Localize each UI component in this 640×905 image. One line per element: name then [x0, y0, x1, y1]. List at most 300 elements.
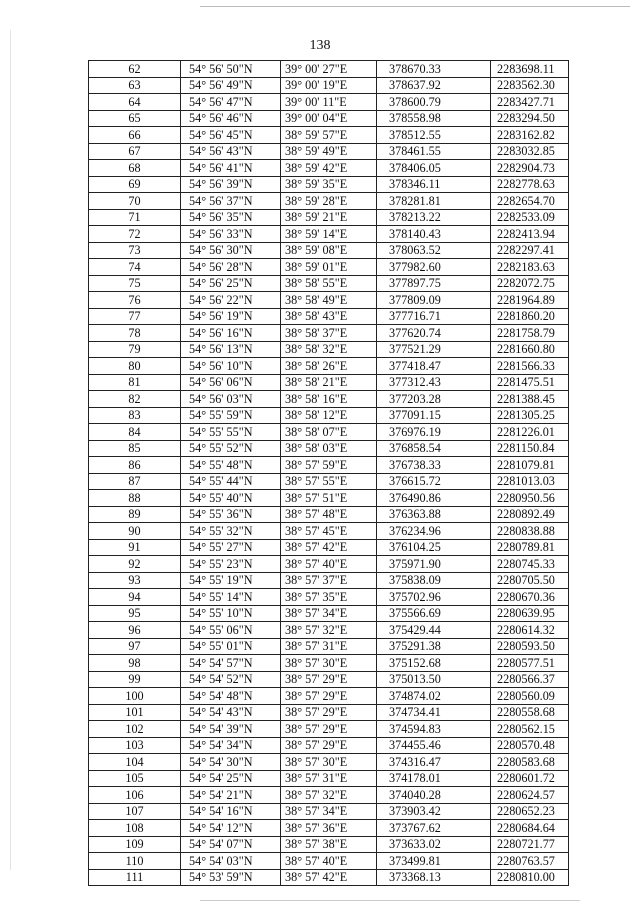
latitude-cell: 54° 54' 39"N — [181, 721, 281, 738]
table-row — [89, 506, 569, 523]
longitude-cell: 38° 59' 14"E — [281, 226, 377, 243]
longitude-cell: 38° 57' 34"E — [281, 803, 377, 820]
y-coordinate-cell: 2282904.73 — [491, 160, 569, 177]
scan-edge-top — [200, 6, 630, 7]
point-number-cell: 63 — [89, 77, 181, 94]
table-row — [89, 374, 569, 391]
y-coordinate-cell: 2281226.01 — [491, 424, 569, 441]
table-row — [89, 539, 569, 556]
table-row — [89, 358, 569, 375]
point-number-cell: 68 — [89, 160, 181, 177]
table-row — [89, 737, 569, 754]
point-number-cell: 110 — [89, 853, 181, 870]
longitude-cell: 38° 57' 38"E — [281, 836, 377, 853]
latitude-cell: 54° 54' 16"N — [181, 803, 281, 820]
point-number-cell: 76 — [89, 292, 181, 309]
point-number-cell: 66 — [89, 127, 181, 144]
table-row — [89, 325, 569, 342]
point-number-cell: 94 — [89, 589, 181, 606]
x-coordinate-cell: 377203.28 — [377, 391, 491, 408]
longitude-cell: 38° 57' 37"E — [281, 572, 377, 589]
y-coordinate-cell: 2280670.36 — [491, 589, 569, 606]
latitude-cell: 54° 56' 45"N — [181, 127, 281, 144]
point-number-cell: 90 — [89, 523, 181, 540]
point-number-cell: 75 — [89, 275, 181, 292]
longitude-cell: 38° 57' 32"E — [281, 622, 377, 639]
table-row — [89, 754, 569, 771]
longitude-cell: 38° 58' 26"E — [281, 358, 377, 375]
y-coordinate-cell: 2280705.50 — [491, 572, 569, 589]
table-row — [89, 259, 569, 276]
x-coordinate-cell: 377982.60 — [377, 259, 491, 276]
longitude-cell: 38° 58' 55"E — [281, 275, 377, 292]
latitude-cell: 54° 55' 55"N — [181, 424, 281, 441]
table-row — [89, 292, 569, 309]
y-coordinate-cell: 2280789.81 — [491, 539, 569, 556]
longitude-cell: 38° 57' 30"E — [281, 655, 377, 672]
longitude-cell: 38° 58' 37"E — [281, 325, 377, 342]
latitude-cell: 54° 56' 25"N — [181, 275, 281, 292]
longitude-cell: 38° 57' 29"E — [281, 721, 377, 738]
y-coordinate-cell: 2283562.30 — [491, 77, 569, 94]
table-row — [89, 77, 569, 94]
x-coordinate-cell: 378213.22 — [377, 209, 491, 226]
y-coordinate-cell: 2280562.15 — [491, 721, 569, 738]
longitude-cell: 38° 57' 31"E — [281, 638, 377, 655]
longitude-cell: 38° 59' 42"E — [281, 160, 377, 177]
latitude-cell: 54° 56' 03"N — [181, 391, 281, 408]
x-coordinate-cell: 374040.28 — [377, 787, 491, 804]
point-number-cell: 97 — [89, 638, 181, 655]
x-coordinate-cell: 377716.71 — [377, 308, 491, 325]
x-coordinate-cell: 378281.81 — [377, 193, 491, 210]
point-number-cell: 105 — [89, 770, 181, 787]
x-coordinate-cell: 376858.54 — [377, 440, 491, 457]
latitude-cell: 54° 54' 25"N — [181, 770, 281, 787]
x-coordinate-cell: 375702.96 — [377, 589, 491, 606]
x-coordinate-cell: 377091.15 — [377, 407, 491, 424]
table-row — [89, 176, 569, 193]
y-coordinate-cell: 2281860.20 — [491, 308, 569, 325]
y-coordinate-cell: 2283698.11 — [491, 61, 569, 78]
latitude-cell: 54° 56' 22"N — [181, 292, 281, 309]
x-coordinate-cell: 377418.47 — [377, 358, 491, 375]
latitude-cell: 54° 55' 52"N — [181, 440, 281, 457]
longitude-cell: 38° 57' 45"E — [281, 523, 377, 540]
latitude-cell: 54° 56' 46"N — [181, 110, 281, 127]
longitude-cell: 38° 59' 35"E — [281, 176, 377, 193]
x-coordinate-cell: 373633.02 — [377, 836, 491, 853]
longitude-cell: 38° 57' 35"E — [281, 589, 377, 606]
x-coordinate-cell: 374178.01 — [377, 770, 491, 787]
y-coordinate-cell: 2282297.41 — [491, 242, 569, 259]
point-number-cell: 106 — [89, 787, 181, 804]
point-number-cell: 98 — [89, 655, 181, 672]
x-coordinate-cell: 376234.96 — [377, 523, 491, 540]
longitude-cell: 38° 59' 08"E — [281, 242, 377, 259]
x-coordinate-cell: 375429.44 — [377, 622, 491, 639]
point-number-cell: 104 — [89, 754, 181, 771]
x-coordinate-cell: 378600.79 — [377, 94, 491, 111]
table-row — [89, 110, 569, 127]
y-coordinate-cell: 2281660.80 — [491, 341, 569, 358]
longitude-cell: 39° 00' 11"E — [281, 94, 377, 111]
x-coordinate-cell: 375291.38 — [377, 638, 491, 655]
table-row — [89, 688, 569, 705]
x-coordinate-cell: 374734.41 — [377, 704, 491, 721]
y-coordinate-cell: 2281758.79 — [491, 325, 569, 342]
point-number-cell: 101 — [89, 704, 181, 721]
table-row — [89, 160, 569, 177]
x-coordinate-cell: 378558.98 — [377, 110, 491, 127]
longitude-cell: 38° 58' 32"E — [281, 341, 377, 358]
y-coordinate-cell: 2280593.50 — [491, 638, 569, 655]
x-coordinate-cell: 377809.09 — [377, 292, 491, 309]
table-row — [89, 572, 569, 589]
table-row — [89, 473, 569, 490]
latitude-cell: 54° 54' 34"N — [181, 737, 281, 754]
latitude-cell: 54° 54' 12"N — [181, 820, 281, 837]
latitude-cell: 54° 56' 13"N — [181, 341, 281, 358]
latitude-cell: 54° 56' 19"N — [181, 308, 281, 325]
point-number-cell: 87 — [89, 473, 181, 490]
x-coordinate-cell: 373767.62 — [377, 820, 491, 837]
table-row — [89, 638, 569, 655]
y-coordinate-cell: 2283427.71 — [491, 94, 569, 111]
table-row — [89, 226, 569, 243]
x-coordinate-cell: 374594.83 — [377, 721, 491, 738]
x-coordinate-cell: 373499.81 — [377, 853, 491, 870]
y-coordinate-cell: 2280950.56 — [491, 490, 569, 507]
latitude-cell: 54° 55' 23"N — [181, 556, 281, 573]
latitude-cell: 54° 56' 50"N — [181, 61, 281, 78]
x-coordinate-cell: 374455.46 — [377, 737, 491, 754]
x-coordinate-cell: 375566.69 — [377, 605, 491, 622]
x-coordinate-cell: 373903.42 — [377, 803, 491, 820]
table-row — [89, 341, 569, 358]
point-number-cell: 73 — [89, 242, 181, 259]
point-number-cell: 72 — [89, 226, 181, 243]
table-row — [89, 407, 569, 424]
longitude-cell: 38° 57' 31"E — [281, 770, 377, 787]
y-coordinate-cell: 2280721.77 — [491, 836, 569, 853]
latitude-cell: 54° 54' 48"N — [181, 688, 281, 705]
longitude-cell: 38° 57' 32"E — [281, 787, 377, 804]
y-coordinate-cell: 2280558.68 — [491, 704, 569, 721]
longitude-cell: 38° 57' 42"E — [281, 869, 377, 886]
x-coordinate-cell: 375971.90 — [377, 556, 491, 573]
table-row — [89, 308, 569, 325]
scan-edge-bottom — [200, 900, 580, 901]
table-row — [89, 622, 569, 639]
latitude-cell: 54° 55' 10"N — [181, 605, 281, 622]
point-number-cell: 100 — [89, 688, 181, 705]
table-row — [89, 605, 569, 622]
y-coordinate-cell: 2280577.51 — [491, 655, 569, 672]
latitude-cell: 54° 54' 03"N — [181, 853, 281, 870]
longitude-cell: 38° 57' 29"E — [281, 688, 377, 705]
point-number-cell: 92 — [89, 556, 181, 573]
x-coordinate-cell: 375013.50 — [377, 671, 491, 688]
latitude-cell: 54° 55' 59"N — [181, 407, 281, 424]
latitude-cell: 54° 56' 06"N — [181, 374, 281, 391]
y-coordinate-cell: 2281566.33 — [491, 358, 569, 375]
table-row — [89, 820, 569, 837]
longitude-cell: 38° 57' 59"E — [281, 457, 377, 474]
y-coordinate-cell: 2280614.32 — [491, 622, 569, 639]
latitude-cell: 54° 54' 52"N — [181, 671, 281, 688]
point-number-cell: 103 — [89, 737, 181, 754]
point-number-cell: 93 — [89, 572, 181, 589]
table-row — [89, 193, 569, 210]
point-number-cell: 62 — [89, 61, 181, 78]
longitude-cell: 38° 57' 55"E — [281, 473, 377, 490]
x-coordinate-cell: 375838.09 — [377, 572, 491, 589]
longitude-cell: 38° 59' 57"E — [281, 127, 377, 144]
table-row — [89, 803, 569, 820]
latitude-cell: 54° 55' 44"N — [181, 473, 281, 490]
latitude-cell: 54° 56' 37"N — [181, 193, 281, 210]
longitude-cell: 38° 58' 16"E — [281, 391, 377, 408]
longitude-cell: 38° 58' 43"E — [281, 308, 377, 325]
x-coordinate-cell: 374316.47 — [377, 754, 491, 771]
y-coordinate-cell: 2280892.49 — [491, 506, 569, 523]
longitude-cell: 38° 58' 07"E — [281, 424, 377, 441]
x-coordinate-cell: 378140.43 — [377, 226, 491, 243]
x-coordinate-cell: 377521.29 — [377, 341, 491, 358]
x-coordinate-cell: 376615.72 — [377, 473, 491, 490]
y-coordinate-cell: 2280560.09 — [491, 688, 569, 705]
latitude-cell: 54° 55' 48"N — [181, 457, 281, 474]
longitude-cell: 38° 58' 03"E — [281, 440, 377, 457]
y-coordinate-cell: 2280684.64 — [491, 820, 569, 837]
longitude-cell: 38° 57' 42"E — [281, 539, 377, 556]
point-number-cell: 80 — [89, 358, 181, 375]
table-row — [89, 61, 569, 78]
x-coordinate-cell: 378346.11 — [377, 176, 491, 193]
longitude-cell: 38° 57' 40"E — [281, 853, 377, 870]
point-number-cell: 78 — [89, 325, 181, 342]
point-number-cell: 70 — [89, 193, 181, 210]
x-coordinate-cell: 376490.86 — [377, 490, 491, 507]
longitude-cell: 38° 57' 30"E — [281, 754, 377, 771]
latitude-cell: 54° 56' 30"N — [181, 242, 281, 259]
table-row — [89, 721, 569, 738]
x-coordinate-cell: 377620.74 — [377, 325, 491, 342]
table-row — [89, 457, 569, 474]
table-row — [89, 671, 569, 688]
table-row — [89, 589, 569, 606]
x-coordinate-cell: 378637.92 — [377, 77, 491, 94]
y-coordinate-cell: 2281150.84 — [491, 440, 569, 457]
coordinates-table-body — [89, 61, 569, 886]
latitude-cell: 54° 56' 47"N — [181, 94, 281, 111]
latitude-cell: 54° 56' 49"N — [181, 77, 281, 94]
y-coordinate-cell: 2280838.88 — [491, 523, 569, 540]
scan-edge-left — [10, 30, 11, 870]
longitude-cell: 38° 57' 48"E — [281, 506, 377, 523]
table-row — [89, 391, 569, 408]
table-row — [89, 242, 569, 259]
y-coordinate-cell: 2280583.68 — [491, 754, 569, 771]
point-number-cell: 111 — [89, 869, 181, 886]
y-coordinate-cell: 2281964.89 — [491, 292, 569, 309]
table-row — [89, 523, 569, 540]
y-coordinate-cell: 2280763.57 — [491, 853, 569, 870]
latitude-cell: 54° 54' 07"N — [181, 836, 281, 853]
point-number-cell: 109 — [89, 836, 181, 853]
table-row — [89, 556, 569, 573]
point-number-cell: 88 — [89, 490, 181, 507]
y-coordinate-cell: 2280601.72 — [491, 770, 569, 787]
y-coordinate-cell: 2281388.45 — [491, 391, 569, 408]
point-number-cell: 65 — [89, 110, 181, 127]
point-number-cell: 96 — [89, 622, 181, 639]
longitude-cell: 38° 58' 12"E — [281, 407, 377, 424]
table-row — [89, 94, 569, 111]
longitude-cell: 39° 00' 04"E — [281, 110, 377, 127]
x-coordinate-cell: 376738.33 — [377, 457, 491, 474]
table-row — [89, 655, 569, 672]
point-number-cell: 71 — [89, 209, 181, 226]
y-coordinate-cell: 2281079.81 — [491, 457, 569, 474]
y-coordinate-cell: 2280810.00 — [491, 869, 569, 886]
longitude-cell: 38° 58' 49"E — [281, 292, 377, 309]
point-number-cell: 85 — [89, 440, 181, 457]
latitude-cell: 54° 56' 28"N — [181, 259, 281, 276]
longitude-cell: 38° 59' 49"E — [281, 143, 377, 160]
table-row — [89, 836, 569, 853]
table-row — [89, 853, 569, 870]
y-coordinate-cell: 2280566.37 — [491, 671, 569, 688]
longitude-cell: 38° 59' 21"E — [281, 209, 377, 226]
point-number-cell: 99 — [89, 671, 181, 688]
table-row — [89, 275, 569, 292]
table-row — [89, 424, 569, 441]
longitude-cell: 39° 00' 19"E — [281, 77, 377, 94]
x-coordinate-cell: 378063.52 — [377, 242, 491, 259]
y-coordinate-cell: 2280624.57 — [491, 787, 569, 804]
table-row — [89, 869, 569, 886]
y-coordinate-cell: 2280652.23 — [491, 803, 569, 820]
table-row — [89, 704, 569, 721]
latitude-cell: 54° 55' 01"N — [181, 638, 281, 655]
latitude-cell: 54° 56' 33"N — [181, 226, 281, 243]
y-coordinate-cell: 2283294.50 — [491, 110, 569, 127]
latitude-cell: 54° 54' 57"N — [181, 655, 281, 672]
y-coordinate-cell: 2283032.85 — [491, 143, 569, 160]
y-coordinate-cell: 2282778.63 — [491, 176, 569, 193]
latitude-cell: 54° 54' 43"N — [181, 704, 281, 721]
latitude-cell: 54° 56' 10"N — [181, 358, 281, 375]
y-coordinate-cell: 2282183.63 — [491, 259, 569, 276]
longitude-cell: 38° 57' 29"E — [281, 671, 377, 688]
point-number-cell: 89 — [89, 506, 181, 523]
x-coordinate-cell: 376104.25 — [377, 539, 491, 556]
table-row — [89, 490, 569, 507]
y-coordinate-cell: 2280570.48 — [491, 737, 569, 754]
longitude-cell: 38° 59' 01"E — [281, 259, 377, 276]
table-row — [89, 143, 569, 160]
longitude-cell: 39° 00' 27"E — [281, 61, 377, 78]
x-coordinate-cell: 377897.75 — [377, 275, 491, 292]
point-number-cell: 107 — [89, 803, 181, 820]
point-number-cell: 102 — [89, 721, 181, 738]
longitude-cell: 38° 57' 34"E — [281, 605, 377, 622]
point-number-cell: 79 — [89, 341, 181, 358]
x-coordinate-cell: 377312.43 — [377, 374, 491, 391]
latitude-cell: 54° 55' 36"N — [181, 506, 281, 523]
point-number-cell: 86 — [89, 457, 181, 474]
x-coordinate-cell: 378406.05 — [377, 160, 491, 177]
point-number-cell: 69 — [89, 176, 181, 193]
latitude-cell: 54° 54' 21"N — [181, 787, 281, 804]
table-row — [89, 770, 569, 787]
y-coordinate-cell: 2281013.03 — [491, 473, 569, 490]
latitude-cell: 54° 56' 35"N — [181, 209, 281, 226]
point-number-cell: 84 — [89, 424, 181, 441]
point-number-cell: 95 — [89, 605, 181, 622]
longitude-cell: 38° 57' 36"E — [281, 820, 377, 837]
x-coordinate-cell: 376976.19 — [377, 424, 491, 441]
point-number-cell: 83 — [89, 407, 181, 424]
latitude-cell: 54° 56' 41"N — [181, 160, 281, 177]
latitude-cell: 54° 56' 39"N — [181, 176, 281, 193]
y-coordinate-cell: 2282413.94 — [491, 226, 569, 243]
latitude-cell: 54° 55' 06"N — [181, 622, 281, 639]
table-row — [89, 209, 569, 226]
y-coordinate-cell: 2280745.33 — [491, 556, 569, 573]
latitude-cell: 54° 53' 59"N — [181, 869, 281, 886]
latitude-cell: 54° 55' 32"N — [181, 523, 281, 540]
latitude-cell: 54° 56' 43"N — [181, 143, 281, 160]
point-number-cell: 81 — [89, 374, 181, 391]
longitude-cell: 38° 57' 51"E — [281, 490, 377, 507]
y-coordinate-cell: 2282533.09 — [491, 209, 569, 226]
latitude-cell: 54° 55' 40"N — [181, 490, 281, 507]
longitude-cell: 38° 57' 40"E — [281, 556, 377, 573]
latitude-cell: 54° 56' 16"N — [181, 325, 281, 342]
y-coordinate-cell: 2282654.70 — [491, 193, 569, 210]
longitude-cell: 38° 59' 28"E — [281, 193, 377, 210]
x-coordinate-cell: 373368.13 — [377, 869, 491, 886]
point-number-cell: 67 — [89, 143, 181, 160]
table-row — [89, 127, 569, 144]
table-row — [89, 787, 569, 804]
x-coordinate-cell: 376363.88 — [377, 506, 491, 523]
y-coordinate-cell: 2281305.25 — [491, 407, 569, 424]
latitude-cell: 54° 55' 27"N — [181, 539, 281, 556]
coordinates-table — [88, 60, 569, 886]
longitude-cell: 38° 58' 21"E — [281, 374, 377, 391]
x-coordinate-cell: 374874.02 — [377, 688, 491, 705]
point-number-cell: 64 — [89, 94, 181, 111]
latitude-cell: 54° 54' 30"N — [181, 754, 281, 771]
point-number-cell: 74 — [89, 259, 181, 276]
point-number-cell: 82 — [89, 391, 181, 408]
point-number-cell: 77 — [89, 308, 181, 325]
y-coordinate-cell: 2283162.82 — [491, 127, 569, 144]
table-row — [89, 440, 569, 457]
x-coordinate-cell: 378670.33 — [377, 61, 491, 78]
y-coordinate-cell: 2280639.95 — [491, 605, 569, 622]
x-coordinate-cell: 378512.55 — [377, 127, 491, 144]
y-coordinate-cell: 2281475.51 — [491, 374, 569, 391]
longitude-cell: 38° 57' 29"E — [281, 737, 377, 754]
point-number-cell: 108 — [89, 820, 181, 837]
longitude-cell: 38° 57' 29"E — [281, 704, 377, 721]
y-coordinate-cell: 2282072.75 — [491, 275, 569, 292]
